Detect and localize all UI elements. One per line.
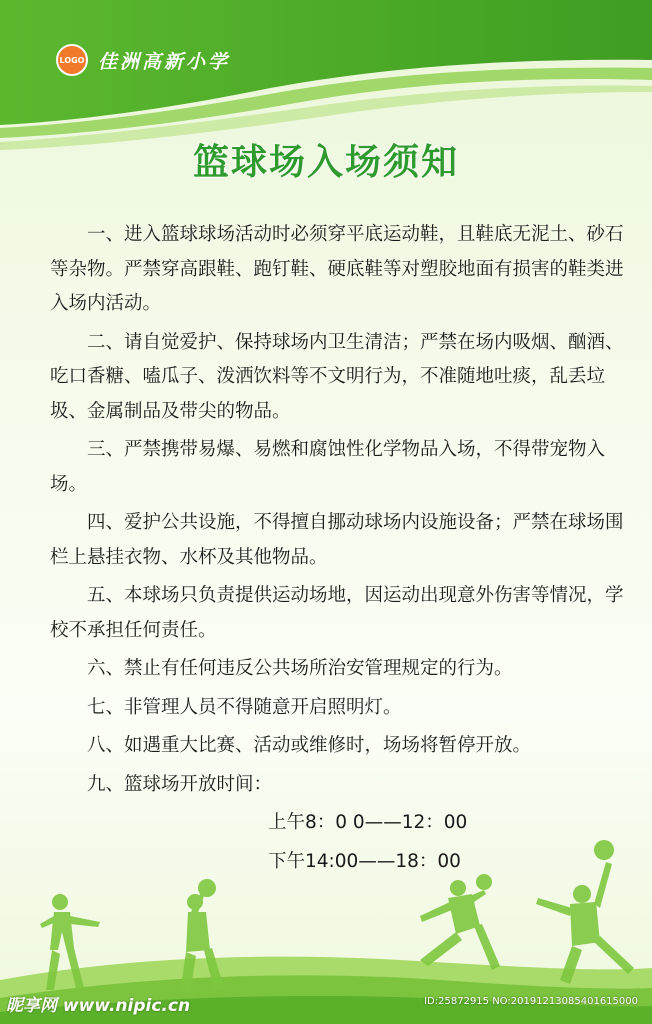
rule-8: 八、如遇重大比赛、活动或维修时，场场将暂停开放。: [87, 735, 532, 756]
hours-morning: 上午8：0 0——12：00: [268, 812, 468, 833]
watermark-id: ID:25872915 NO:20191213085401615000: [424, 996, 638, 1007]
rule-4: 四、爱护公共设施，不得擅自挪动球场内设施设备；严禁在球场围栏上悬挂衣物、水杯及其他物品。: [50, 512, 624, 568]
player-silhouette-4: [536, 840, 634, 984]
rule-1: 一、进入篮球球场活动时必须穿平底运动鞋，且鞋底无泥土、砂石等杂物。严禁穿高跟鞋、跑钉鞋、硬底鞋等对塑胶地面有损害的鞋类进入场内活动。: [50, 224, 624, 314]
rule-6: 六、禁止有任何违反公共场所治安管理规定的行为。: [87, 658, 513, 679]
rule-5: 五、本球场只负责提供运动场地，因运动出现意外伤害等情况，学校不承担任何责任。: [50, 585, 624, 641]
rule-2: 二、请自觉爱护、保持球场内卫生清洁；严禁在场内吸烟、酗酒、吃口香糖、嗑瓜子、泼洒饮料等不文明行为，不准随地吐痰，乱丢垃圾、金属制品及带尖的物品。: [50, 331, 624, 422]
rules-content: [50, 218, 640, 883]
watermark-site: 昵享网 www.nipic.cn: [6, 996, 191, 1016]
page-title: 篮球场入场须知: [192, 142, 459, 183]
player-silhouette-3: [420, 874, 500, 970]
school-logo-area: [56, 44, 230, 76]
rule-9: 九、篮球场开放时间：: [87, 773, 273, 795]
rule-3: 三、严禁携带易爆、易燃和腐蚀性化学物品入场，不得带宠物入场。: [50, 439, 606, 495]
school-name: 佳洲高新小学: [98, 50, 231, 73]
rule-7: 七、非管理人员不得随意开启照明灯。: [87, 696, 402, 718]
hours-afternoon: 下午14:00——18：00: [268, 850, 461, 872]
logo-badge: LOGO: [56, 44, 88, 76]
